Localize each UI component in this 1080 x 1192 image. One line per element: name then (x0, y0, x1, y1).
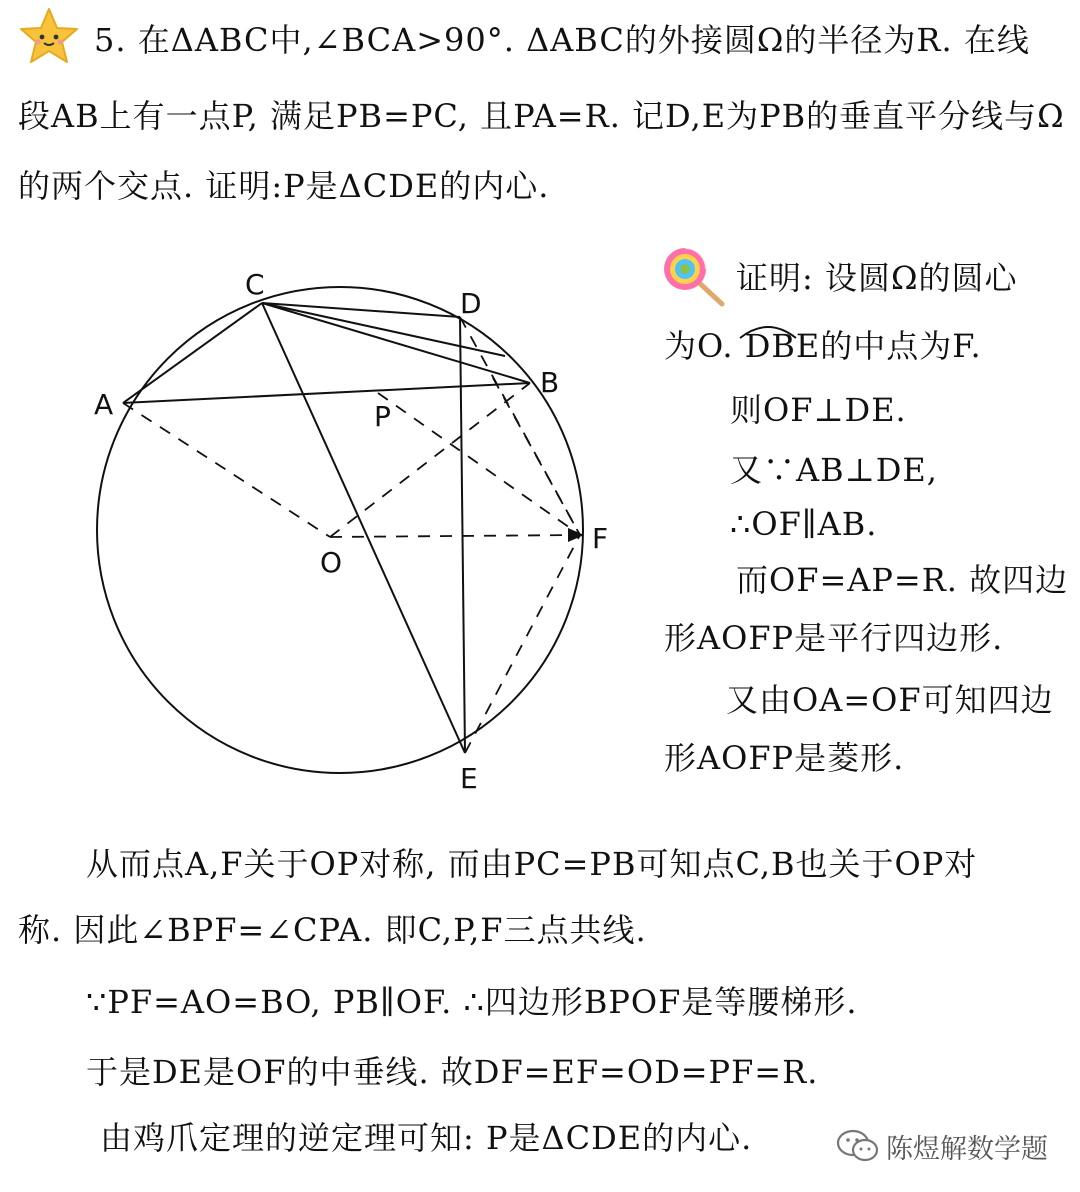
circumcircle (97, 287, 583, 773)
proof-bottom-line-4: 于是DE是OF的中垂线. 故DF=EF=OD=PF=R. (86, 1053, 819, 1091)
proof-right-line-5: ∴OF∥AB. (730, 505, 878, 543)
proof-right-line-1: 证明: 设圆Ω的圆心 (736, 259, 1018, 297)
wechat-icon (836, 1128, 880, 1164)
proof-bottom-line-5: 由鸡爪定理的逆定理可知: P是ΔCDE的内心. (100, 1119, 753, 1157)
label-E: E (460, 762, 478, 795)
watermark (832, 1124, 1052, 1168)
problem-line-3: 的两个交点. 证明:P是ΔCDE的内心. (18, 167, 550, 205)
proof-right-line-8: 又由OA=OF可知四边 (726, 681, 1054, 719)
geometry-diagram (0, 250, 660, 810)
proof-right-line-3: 则OF⊥DE. (730, 391, 907, 429)
label-P: P (374, 400, 391, 433)
lollipop-icon (660, 244, 730, 310)
label-F: F (592, 522, 609, 555)
label-B: B (540, 366, 560, 399)
label-A: A (94, 388, 114, 421)
problem-line-1: 5. 在ΔABC中,∠BCA>90°. ΔABC的外接圆Ω的半径为R. 在线 (94, 21, 1030, 59)
proof-right-line-7: 形AOFP是平行四边形. (664, 619, 1004, 657)
proof-right-line-6: 而OF=AP=R. 故四边 (736, 561, 1069, 599)
proof-right-line-2: 为O. DBE的中点为F. (664, 327, 982, 365)
label-D: D (460, 287, 482, 320)
proof-bottom-line-3: ∵PF=AO=BO, PB∥OF. ∴四边形BPOF是等腰梯形. (86, 983, 858, 1021)
star-icon (18, 6, 80, 68)
watermark-text: 陈煜解数学题 (886, 1133, 1048, 1165)
proof-bottom-line-1: 从而点A,F关于OP对称, 而由PC=PB可知点C,B也关于OP对 (86, 845, 978, 883)
arc-mark (736, 322, 800, 340)
label-O: O (320, 546, 343, 579)
proof-right-line-9: 形AOFP是菱形. (664, 739, 905, 777)
proof-right-line-4: 又∵AB⊥DE, (730, 451, 938, 489)
problem-line-2: 段AB上有一点P, 满足PB=PC, 且PA=R. 记D,E为PB的垂直平分线与Ω (18, 97, 1065, 135)
label-C: C (245, 268, 265, 301)
proof-bottom-line-2: 称. 因此∠BPF=∠CPA. 即C,P,F三点共线. (18, 911, 647, 949)
